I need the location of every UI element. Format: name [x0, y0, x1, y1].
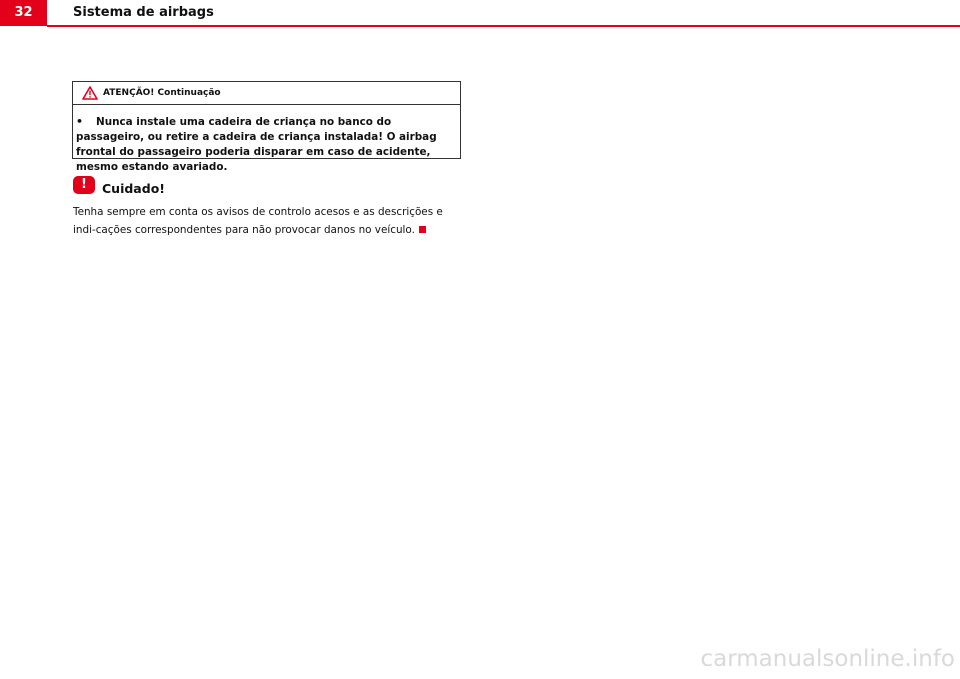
warning-triangle-icon — [82, 86, 98, 100]
header-rule — [47, 25, 960, 27]
warning-text: Nunca instale uma cadeira de criança no banco do passageiro, ou retire a cadeira de criança instalada! O airbag frontal do passageiro poderia disparar em caso de acidente, mesmo estando avariado. — [76, 116, 437, 173]
caution-heading — [73, 177, 165, 199]
chapter-title: Sistema de airbags — [73, 5, 214, 20]
caution-text: Tenha sempre em conta os avisos de controlo acesos e as descrições e indi-cações correspondentes para não provocar danos no veículo. — [73, 206, 443, 236]
caution-title: Cuidado! — [102, 180, 165, 196]
caution-paragraph — [73, 203, 465, 239]
warning-body — [73, 105, 460, 175]
watermark: carmanualsonline.info — [700, 646, 955, 672]
exclamation-icon: ! — [73, 176, 95, 194]
warning-box — [72, 81, 461, 173]
bullet-marker: • — [76, 115, 84, 128]
end-of-section-icon — [419, 226, 426, 233]
page-header — [0, 0, 960, 28]
warning-title: ATENÇÃO! Continuação — [103, 88, 221, 98]
page-number: 32 — [0, 0, 47, 26]
warning-header — [73, 82, 460, 105]
